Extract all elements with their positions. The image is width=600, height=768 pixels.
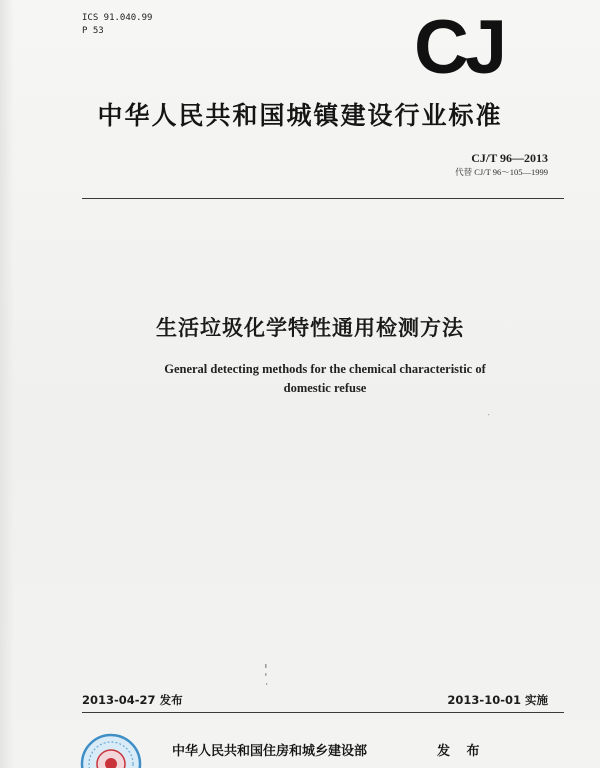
issue-date: 2013-04-27 发布 bbox=[82, 693, 183, 707]
ministry-seal-emblem bbox=[80, 733, 142, 768]
english-title-line-1: General detecting methods for the chemical characteristic of bbox=[164, 362, 486, 376]
english-title-line-2: domestic refuse bbox=[283, 381, 367, 395]
ics-code: ICS 91.040.99 bbox=[82, 13, 153, 23]
cj-logo-text: CJ bbox=[414, 5, 504, 90]
standard-number: CJ/T 96—2013 bbox=[471, 151, 548, 165]
speck bbox=[488, 414, 489, 415]
standard-category-title: 中华人民共和国城镇建设行业标准 bbox=[97, 101, 503, 130]
bottom-divider bbox=[82, 712, 564, 713]
publisher-name: 中华人民共和国住房和城乡建设部 bbox=[172, 744, 368, 759]
speck bbox=[265, 673, 267, 676]
chinese-title: 生活垃圾化学特性通用检测方法 bbox=[156, 316, 464, 340]
class-code: P 53 bbox=[82, 26, 104, 36]
publish-label: 发 布 bbox=[437, 744, 486, 759]
speck bbox=[265, 664, 267, 668]
replaces-standard: 代替 CJ/T 96～105—1999 bbox=[455, 167, 548, 177]
speck bbox=[266, 683, 267, 685]
implementation-date: 2013-10-01 实施 bbox=[447, 693, 548, 707]
